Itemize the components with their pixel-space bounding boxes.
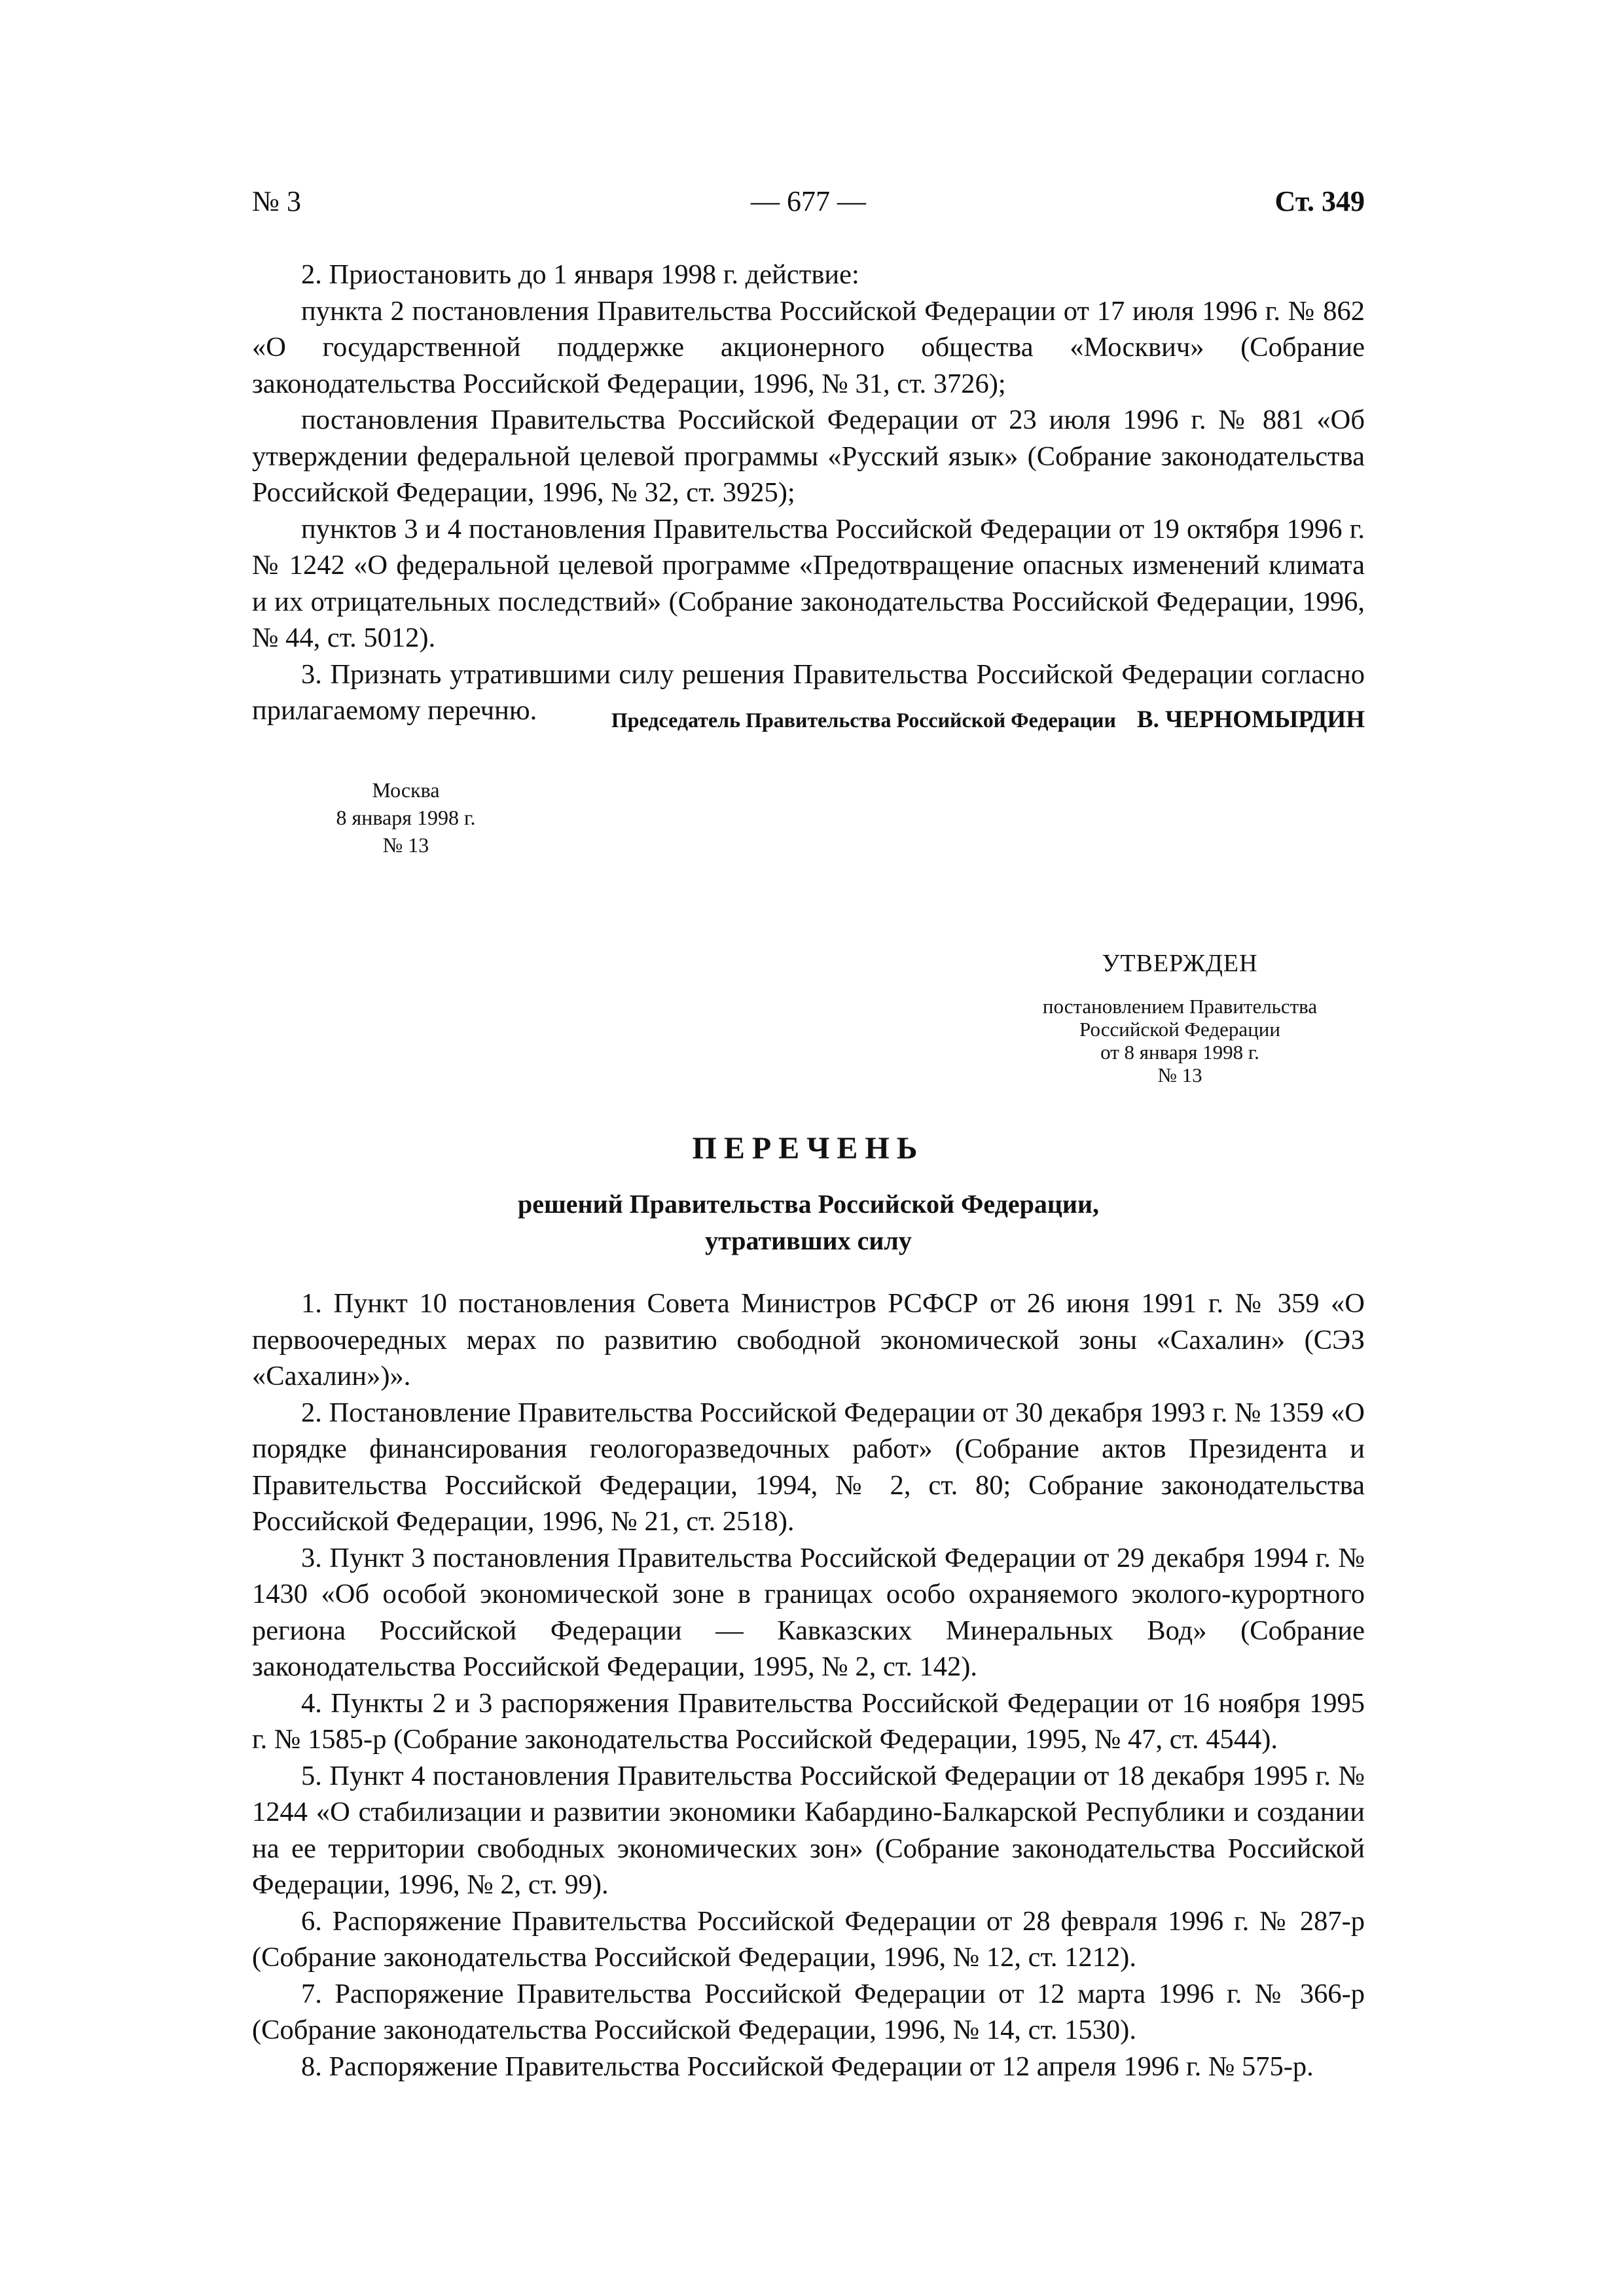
list-item: 8. Распоряжение Правительства Российской Федерации от 12 апреля 1996 г. № 575-р. — [301, 2051, 1314, 2082]
signature-line — [252, 706, 1365, 734]
article-number: Ст. 349 — [1274, 185, 1365, 217]
page-number: — 677 — — [751, 185, 866, 217]
list-item: 1. Пункт 10 постановления Совета Министров РСФСР от 26 июня 1991 г. № 359 «О первоочередных мерах по развитию свободной экономической зоны «Сахалин» (СЭЗ «Сахалин»)». — [252, 1288, 1365, 1391]
list-title: ПЕРЕЧЕНЬ — [692, 1131, 925, 1166]
approval-stamp — [992, 952, 1368, 1086]
paragraph-2-item-1: пункта 2 постановления Правительства Российской Федерации от 17 июля 1996 г. № 862 «О государственной поддержке акционерного общества «Москвич» (Собрание законодательства Российской Федерации, 1996, № 31, ст. 3726); — [252, 295, 1365, 399]
list-item: 5. Пункт 4 постановления Правительства Российской Федерации от 18 декабря 1995 г. № 1244 «О стабилизации и развитии экономики Кабардино-Балкарской Республики и создании на ее территории свободных экономических зон» (Собрание законодательства Российской Федерации, 1996, № 2, ст. 99). — [252, 1760, 1365, 1900]
resolution-text — [252, 257, 1365, 729]
approved-line-2: Российской Федерации — [1079, 1018, 1280, 1041]
signatory-position: Председатель Правительства Российской Федерации — [611, 708, 1116, 732]
list-item: 2. Постановление Правительства Российской Федерации от 30 декабря 1993 г. № 1359 «О порядке финансирования геологоразведочных работ» (Собрание актов Президента и Правительства Российской Федерации, 1994, № 2, ст. 80; Собрание законодательства Российской Федерации, 1996, № 21, ст. 2518). — [252, 1397, 1365, 1537]
document-number: № 13 — [382, 833, 429, 857]
paragraph-2-item-3: пунктов 3 и 4 постановления Правительства Российской Федерации от 19 октября 1996 г. № 1242 «О федеральной целевой программе «Предотвращение опасных изменений климата и их отрицательных последствий» (Собрание законодательства Российской Федерации, 1996, № 44, ст. 5012). — [252, 513, 1365, 653]
paragraph-2-item-2: постановления Правительства Российской Федерации от 23 июля 1996 г. № 881 «Об утверждении федеральной целевой программы «Русский язык» (Собрание законодательства Российской Федерации, 1996, № 32, ст. 3925); — [252, 404, 1365, 508]
list-item: 4. Пункты 2 и 3 распоряжения Правительства Российской Федерации от 16 ноября 1995 г. № 1585-р (Собрание законодательства Российской Федерации, 1995, № 47, ст. 4544). — [252, 1687, 1365, 1755]
page-header — [252, 185, 1365, 230]
place-and-date — [298, 776, 514, 859]
signatory-name: В. ЧЕРНОМЫРДИН — [1136, 706, 1365, 733]
approved-title: УТВЕРЖДЕН — [1102, 950, 1258, 977]
issue-number: № 3 — [252, 185, 301, 217]
list-subtitle-1: решений Правительства Российской Федерации, — [518, 1189, 1099, 1219]
paragraph-2: 2. Приостановить до 1 января 1998 г. действие: — [301, 259, 859, 290]
approved-line-1: постановлением Правительства — [1042, 995, 1318, 1018]
city: Москва — [372, 778, 440, 802]
list-heading — [252, 1126, 1365, 1259]
date: 8 января 1998 г. — [336, 806, 476, 829]
list-item: 6. Распоряжение Правительства Российской Федерации от 28 февраля 1996 г. № 287-р (Собрание законодательства Российской Федерации, 1996, № 12, ст. 1212). — [252, 1905, 1365, 1973]
paragraph-3: 3. Признать утратившими силу решения Правительства Российской Федерации согласно прилагаемому перечню. — [252, 658, 1365, 726]
list-subtitle-2: утративших силу — [705, 1226, 912, 1255]
list-item: 3. Пункт 3 постановления Правительства Российской Федерации от 29 декабря 1994 г. № 1430 «Об особой экономической зоне в границах особо охраняемого эколого-курортного региона Российской Федерации — Кавказских Минеральных Вод» (Собрание законодательства Российской Федерации, 1995, № 2, ст. 142). — [252, 1542, 1365, 1682]
decisions-list — [252, 1285, 1365, 2085]
list-item: 7. Распоряжение Правительства Российской Федерации от 12 марта 1996 г. № 366-р (Собрание законодательства Российской Федерации, 1996, № 14, ст. 1530). — [252, 1978, 1365, 2045]
approved-line-3: от 8 января 1998 г. — [1100, 1041, 1259, 1064]
approved-line-4: № 13 — [1157, 1064, 1202, 1086]
